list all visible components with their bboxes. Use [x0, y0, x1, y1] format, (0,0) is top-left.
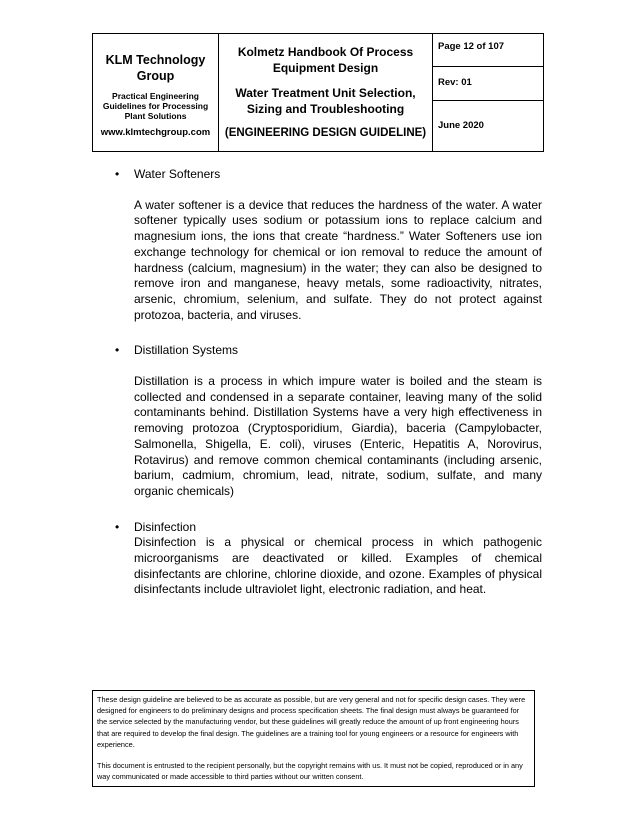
revision: Rev: 01	[433, 67, 543, 101]
section-text: Distillation is a process in which impure water is boiled and the steam is collected and condensed in a separate container, leaving many of the solid contaminants behind. Distillation Systems have a very high effectiveness in removing protozoa (Cryptosporidium, Giardia), baceria (Campylobacter, Salmonella, Shigella, E. coli), viruses (Enteric, Hepatitis A, Norovirus, Rotavirus) and remove common chemical contaminants (including arsenic, barium, cadmium, chromium, lead, nitrate, sodium, sulfate, and many organic chemicals)	[134, 374, 542, 498]
document-title: Water Treatment Unit Selection, Sizing and Troubleshooting	[235, 86, 416, 116]
bullet-icon: •	[115, 343, 120, 358]
list-item-distillation	[115, 343, 542, 499]
company-tagline: Practical Engineering Guidelines for Processing Plant Solutions	[102, 91, 209, 121]
guideline-label: (ENGINEERING DESIGN GUIDELINE)	[224, 127, 427, 139]
bullet-icon: •	[115, 167, 120, 181]
section-title: Disinfection	[134, 519, 197, 534]
handbook-title: Kolmetz Handbook Of Process Equipment Design	[237, 45, 414, 75]
meta-cell	[433, 34, 543, 151]
document-header	[92, 33, 544, 152]
list-item-water-softeners	[115, 167, 542, 323]
disclaimer-text: These design guideline are believed to be as accurate as possible, but are very general and not for specific design cases. They were designed for engineers to do preliminary designs and process specification sheets. The final design must always be guaranteed for the service selected by the manufacturing vendor, but these guidelines will greatly reduce the amount of up front engineering hours that are required to develop the final design. The guidelines are a training tool for young engineers or a resource for engineers with experience.	[97, 695, 526, 749]
section-title: Water Softeners	[134, 167, 221, 181]
section-title: Distillation Systems	[134, 343, 239, 358]
section-text: Disinfection is a physical or chemical process in which pathogenic microorganisms are deactivated or killed. Examples of chemical disinfectants are chlorine, chlorine dioxide, and ozone. Examples of physical disinfectants include ultraviolet light, electronic radiation, and heat.	[134, 535, 542, 597]
company-cell	[93, 34, 219, 151]
bullet-icon: •	[115, 519, 120, 534]
section-text: A water softener is a device that reduces the hardness of the water. A water softener typically uses sodium or potassium ions to replace calcium and magnesium ions, the ions that create “hardness.” Water Softeners use ion exchange technology for chemical or ion removal to reduce the amount of hardness (calcium, magnesium) in the water; they can also be designed to remove iron and manganese, heavy metals, some radioactivity, nitrates, arsenic, chromium, selenium, and sulfate. They do not protect against protozoa, bacteria, and viruses.	[134, 197, 542, 322]
footer-disclaimer	[92, 690, 535, 787]
main-content	[115, 167, 542, 598]
company-name: KLM Technology Group	[105, 53, 206, 83]
page-number: Page 12 of 107	[433, 34, 543, 67]
list-item-disinfection	[115, 520, 542, 599]
company-website: www.klmtechgroup.com	[100, 127, 211, 138]
copyright-text: This document is entrusted to the recipient personally, but the copyright remains with us. It must not be copied, reproduced or in any way communicated or made accessible to third parties without our written consent.	[97, 761, 523, 782]
title-cell	[219, 34, 433, 151]
document-date: June 2020	[438, 120, 484, 131]
